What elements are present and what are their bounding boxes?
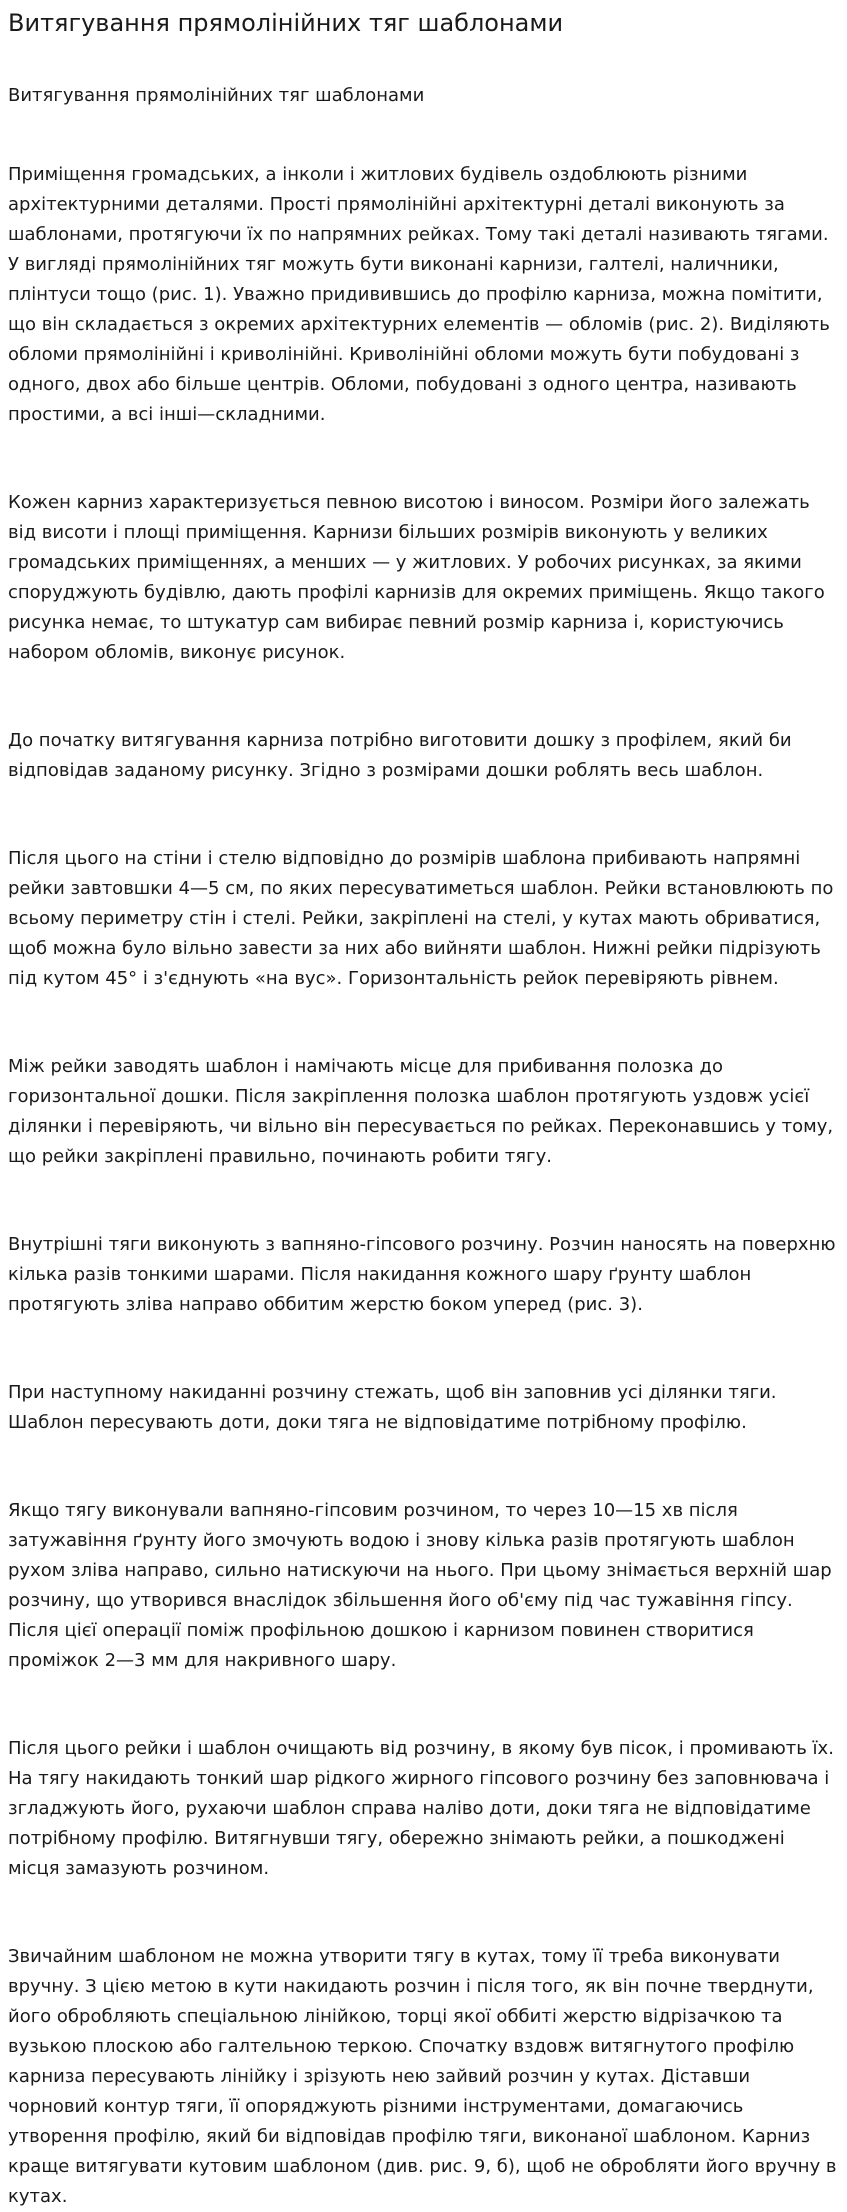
page-title: Витягування прямолінійних тяг шаблонами bbox=[8, 9, 564, 37]
paragraph-4: Після цього на стіни і стелю відповідно до розмірів шаблона прибивають напрямні рейки завтовшки 4—5 см, по яких пересуватиметься шаблон. Рейки встановлюють по всьому периметру стін і стелі. Рейки, закріплені на стелі, у кутах мають обриватися, щоб можна було вільно завести за них або вийняти шаблон. Нижні рейки підрізують під кутом 45° і з'єднують «на вус». Горизонтальність рейок перевіряють рівнем. bbox=[8, 848, 834, 989]
article-subtitle: Витягування прямолінійних тяг шаблонами bbox=[8, 85, 425, 106]
paragraph-1: Приміщення громадських, а інколи і житлових будівель оздоблюють різними архітектурними деталями. Прості прямолінійні архітектурні деталі виконують за шаблонами, протягуючи їх по напрямних рейках. Тому такі деталі називають тягами. У вигляді прямолінійних тяг можуть бути виконані карнизи, галтелі, наличники, плінтуси тощо (рис. 1). Уважно придивившись до профілю карниза, можна помітити, що він складається з окремих архітектурних елементів — обломів (рис. 2). Виділяють обломи прямолінійні і криволінійні. Криволінійні обломи можуть бути побудовані з одного, двох або більше центрів. Обломи, побудовані з одного центра, називають простими, а всі інші—складними. bbox=[8, 164, 830, 425]
paragraph-3: До початку витягування карниза потрібно виготовити дошку з профілем, який би відповідав заданому рисунку. Згідно з розмірами дошки роблять весь шаблон. bbox=[8, 730, 792, 781]
paragraph-10: Звичайним шаблоном не можна утворити тягу в кутах, тому її треба виконувати вручну. З цією метою в кути накидають розчин і після того, як він почне тверднути, його обробляють спеціальною лінійкою, торці якої оббиті жерстю відрізачкою та вузькою плоскою або галтельною теркою. Спочатку вздовж витягнутого профілю карниза пересувають лінійку і зрізують нею зайвий розчин у кутах. Діставши чорновий контур тяги, її опоряджують різними інструментами, домагаючись утворення профілю, який би відповідав профілю тяги, виконаної шаблоном. Карниз краще витягувати кутовим шаблоном (див. рис. 9, б), щоб не обробляти його вручну в кутах. bbox=[8, 1946, 837, 2207]
paragraph-8: Якщо тягу виконували вапняно-гіпсовим розчином, то через 10—15 хв після затужавіння ґрунту його змочують водою і знову кілька разів протягують шаблон рухом зліва направо, сильно натискуючи на нього. При цьому знімається верхній шар розчину, що утворився внаслідок збільшення його об'єму під час тужавіння гіпсу. Після цієї операції поміж профільною дошкою і карнизом повинен створитися проміжок 2—3 мм для накривного шару. bbox=[8, 1500, 832, 1671]
paragraph-7: При наступному накиданні розчину стежать, щоб він заповнив усі ділянки тяги. Шаблон пересувають доти, доки тяга не відповідатиме потрібному профілю. bbox=[8, 1382, 777, 1433]
paragraph-6: Внутрішні тяги виконують з вапняно-гіпсового розчину. Розчин наносять на поверхню кілька разів тонкими шарами. Після накидання кожного шару ґрунту шаблон протягують зліва направо оббитим жерстю боком уперед (рис. 3). bbox=[8, 1234, 836, 1315]
paragraph-9: Після цього рейки і шаблон очищають від розчину, в якому був пісок, і промивають їх. На тягу накидають тонкий шар рідкого жирного гіпсового розчину без заповнювача і згладжують його, рухаючи шаблон справа наліво доти, доки тяга не відповідатиме потрібному профілю. Витягнувши тягу, обережно знімають рейки, а пошкоджені місця замазують розчином. bbox=[8, 1738, 834, 1879]
paragraph-5: Між рейки заводять шаблон і намічають місце для прибивання полозка до горизонтальної дошки. Після закріплення полозка шаблон протягують уздовж усієї ділянки і перевіряють, чи вільно він пересувається по рейках. Переконавшись у тому, що рейки закріплені правильно, починають робити тягу. bbox=[8, 1056, 834, 1167]
paragraph-2: Кожен карниз характеризується певною висотою і виносом. Розміри його залежать від висоти і площі приміщення. Карнизи більших розмірів виконують у великих громадських приміщеннях, а менших — у житлових. У робочих рисунках, за якими споруджують будівлю, дають профілі карнизів для окремих приміщень. Якщо такого рисунка немає, то штукатур сам вибирає певний розмір карниза і, користуючись набором обломів, виконує рисунок. bbox=[8, 492, 825, 663]
